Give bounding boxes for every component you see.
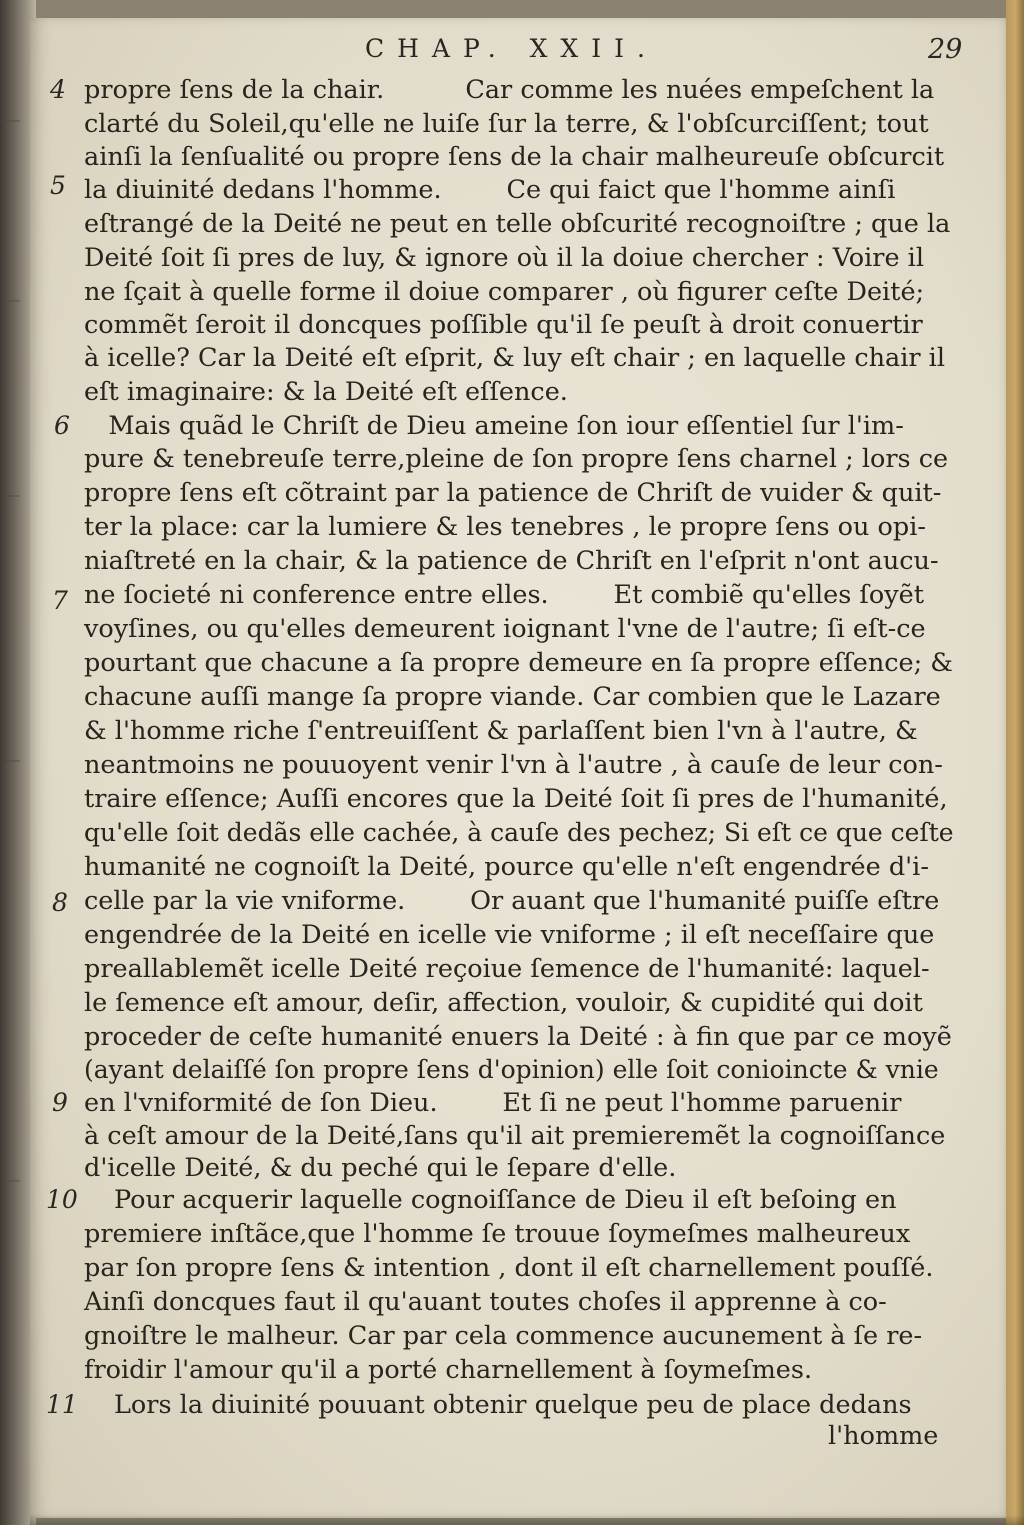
text-line: preallablemẽt icelle Deité reçoiue ſemence de l'humanité: laquel- [84,954,930,984]
text-line: pourtant que chacune a ſa propre demeure en ſa propre eſſence; & [84,648,954,678]
text-line: Mais quãd le Chriſt de Dieu ameine ſon iour eſſentiel ſur l'im- [84,411,904,441]
catchword: l'homme [828,1421,939,1451]
text-line: d'icelle Deité, & du peché qui le ſepare d'elle. [84,1153,677,1183]
verse-number: 8 [52,888,68,917]
text-line: engendrée de la Deité en icelle vie vniforme ; il eſt neceſſaire que [84,920,935,950]
text-line: propre ſens eſt cõtraint par la patience de Chriſt de vuider & quit- [84,478,942,508]
text-line: par ſon propre ſens & intention , dont il eſt charnellement pouſſé. [84,1253,934,1283]
text-line: Deité ſoit ſi pres de luy, & ignore où il la doiue chercher : Voire il [84,243,924,273]
text-line: chacune auſſi mange ſa propre viande. Car combien que le Lazare [84,682,941,712]
text-line: la diuinité dedans l'homme. Ce qui faict que l'homme ainſi [84,175,896,205]
text-line: ter la place: car la lumiere & les tenebres , le propre ſens ou opi- [84,512,926,542]
text-line: Ainſi doncques faut il qu'auant toutes choſes il apprenne à co- [84,1287,887,1317]
text-line: proceder de ceſte humanité enuers la Deité : à fin que par ce moyẽ [84,1022,952,1052]
verse-number: 4 [50,75,66,104]
text-line: commẽt ſeroit il doncques poſſible qu'il ſe peuſt à droit conuertir [84,310,923,340]
verse-number: 11 [46,1390,78,1419]
text-line: pure & tenebreuſe terre,pleine de ſon propre ſens charnel ; lors ce [84,444,949,474]
text-line: premiere inſtãce,que l'homme ſe trouue ſoymeſmes malheureux [84,1219,911,1249]
page-number: 29 [928,34,963,65]
text-line: voyſines, ou qu'elles demeurent ioignant l'vne de l'autre; ſi eſt-ce [84,614,926,644]
text-line: à icelle? Car la Deité eſt eſprit, & luy eſt chair ; en laquelle chair il [84,343,945,373]
text-line: ne ſocieté ni conference entre elles. Et combiẽ qu'elles ſoyẽt [84,580,924,610]
text-line: ne ſçait à quelle forme il doiue comparer , où figurer ceſte Deité; [84,277,925,307]
text-line: & l'homme riche ſ'entreuiſſent & parlaſſent bien l'vn à l'autre, & [84,716,918,746]
verse-number: 7 [52,586,68,615]
text-line: (ayant delaiſſé ſon propre ſens d'opinion) elle ſoit conioincte & vnie [84,1055,939,1084]
page-bottom-shadow [30,1515,1024,1525]
verse-number: 5 [50,171,66,200]
verse-number: 6 [54,411,70,440]
running-header: CHAP. XXII. [365,34,658,63]
text-line: eſt imaginaire: & la Deité eſt eſſence. [84,377,568,407]
text-line: Lors la diuinité pouuant obtenir quelque peu de place dedans [114,1390,912,1420]
text-line: humanité ne cognoiſt la Deité, pource qu'elle n'eſt engendrée d'i- [84,852,929,882]
text-line: gnoiſtre le malheur. Car par cela commence aucunement à ſe re- [84,1321,923,1351]
text-line: niaſtreté en la chair, & la patience de Chriſt en l'eſprit n'ont aucu- [84,546,939,576]
page-fore-edge [1006,0,1024,1525]
text-line: à ceſt amour de la Deité,ſans qu'il ait premieremẽt la cognoiſſance [84,1121,946,1151]
text-line: clarté du Soleil,qu'elle ne luiſe ſur la terre, & l'obſcurciſſent; tout [84,109,929,139]
text-line: froidir l'amour qu'il a porté charnellement à ſoymeſmes. [84,1355,813,1385]
text-line: celle par la vie vniforme. Or auant que l'humanité puiſſe eſtre [84,886,940,916]
text-line: le ſemence eſt amour, deſir, affection, vouloir, & cupidité qui doit [84,988,923,1018]
text-line: Pour acquerir laquelle cognoiſſance de Dieu il eſt beſoing en [114,1185,897,1215]
verse-number: 9 [52,1088,68,1117]
text-line: propre ſens de la chair. Car comme les nuées empeſchent la [84,75,935,105]
text-line: en l'vniformité de ſon Dieu. Et ſi ne peut l'homme paruenir [84,1088,902,1118]
text-line: eſtrangé de la Deité ne peut en telle obſcurité recognoiſtre ; que la [84,209,951,239]
text-line: ainſi la ſenſualité ou propre ſens de la chair malheureuſe obſcurcit [84,142,945,172]
verse-number: 10 [46,1185,78,1214]
text-line: qu'elle ſoit dedãs elle cachée, à cauſe des pechez; Si eſt ce que ceſte [84,818,954,847]
text-line: traire eſſence; Auſſi encores que la Deité ſoit ſi pres de l'humanité, [84,784,948,814]
text-line: neantmoins ne pouuoyent venir l'vn à l'autre , à cauſe de leur con- [84,750,943,780]
